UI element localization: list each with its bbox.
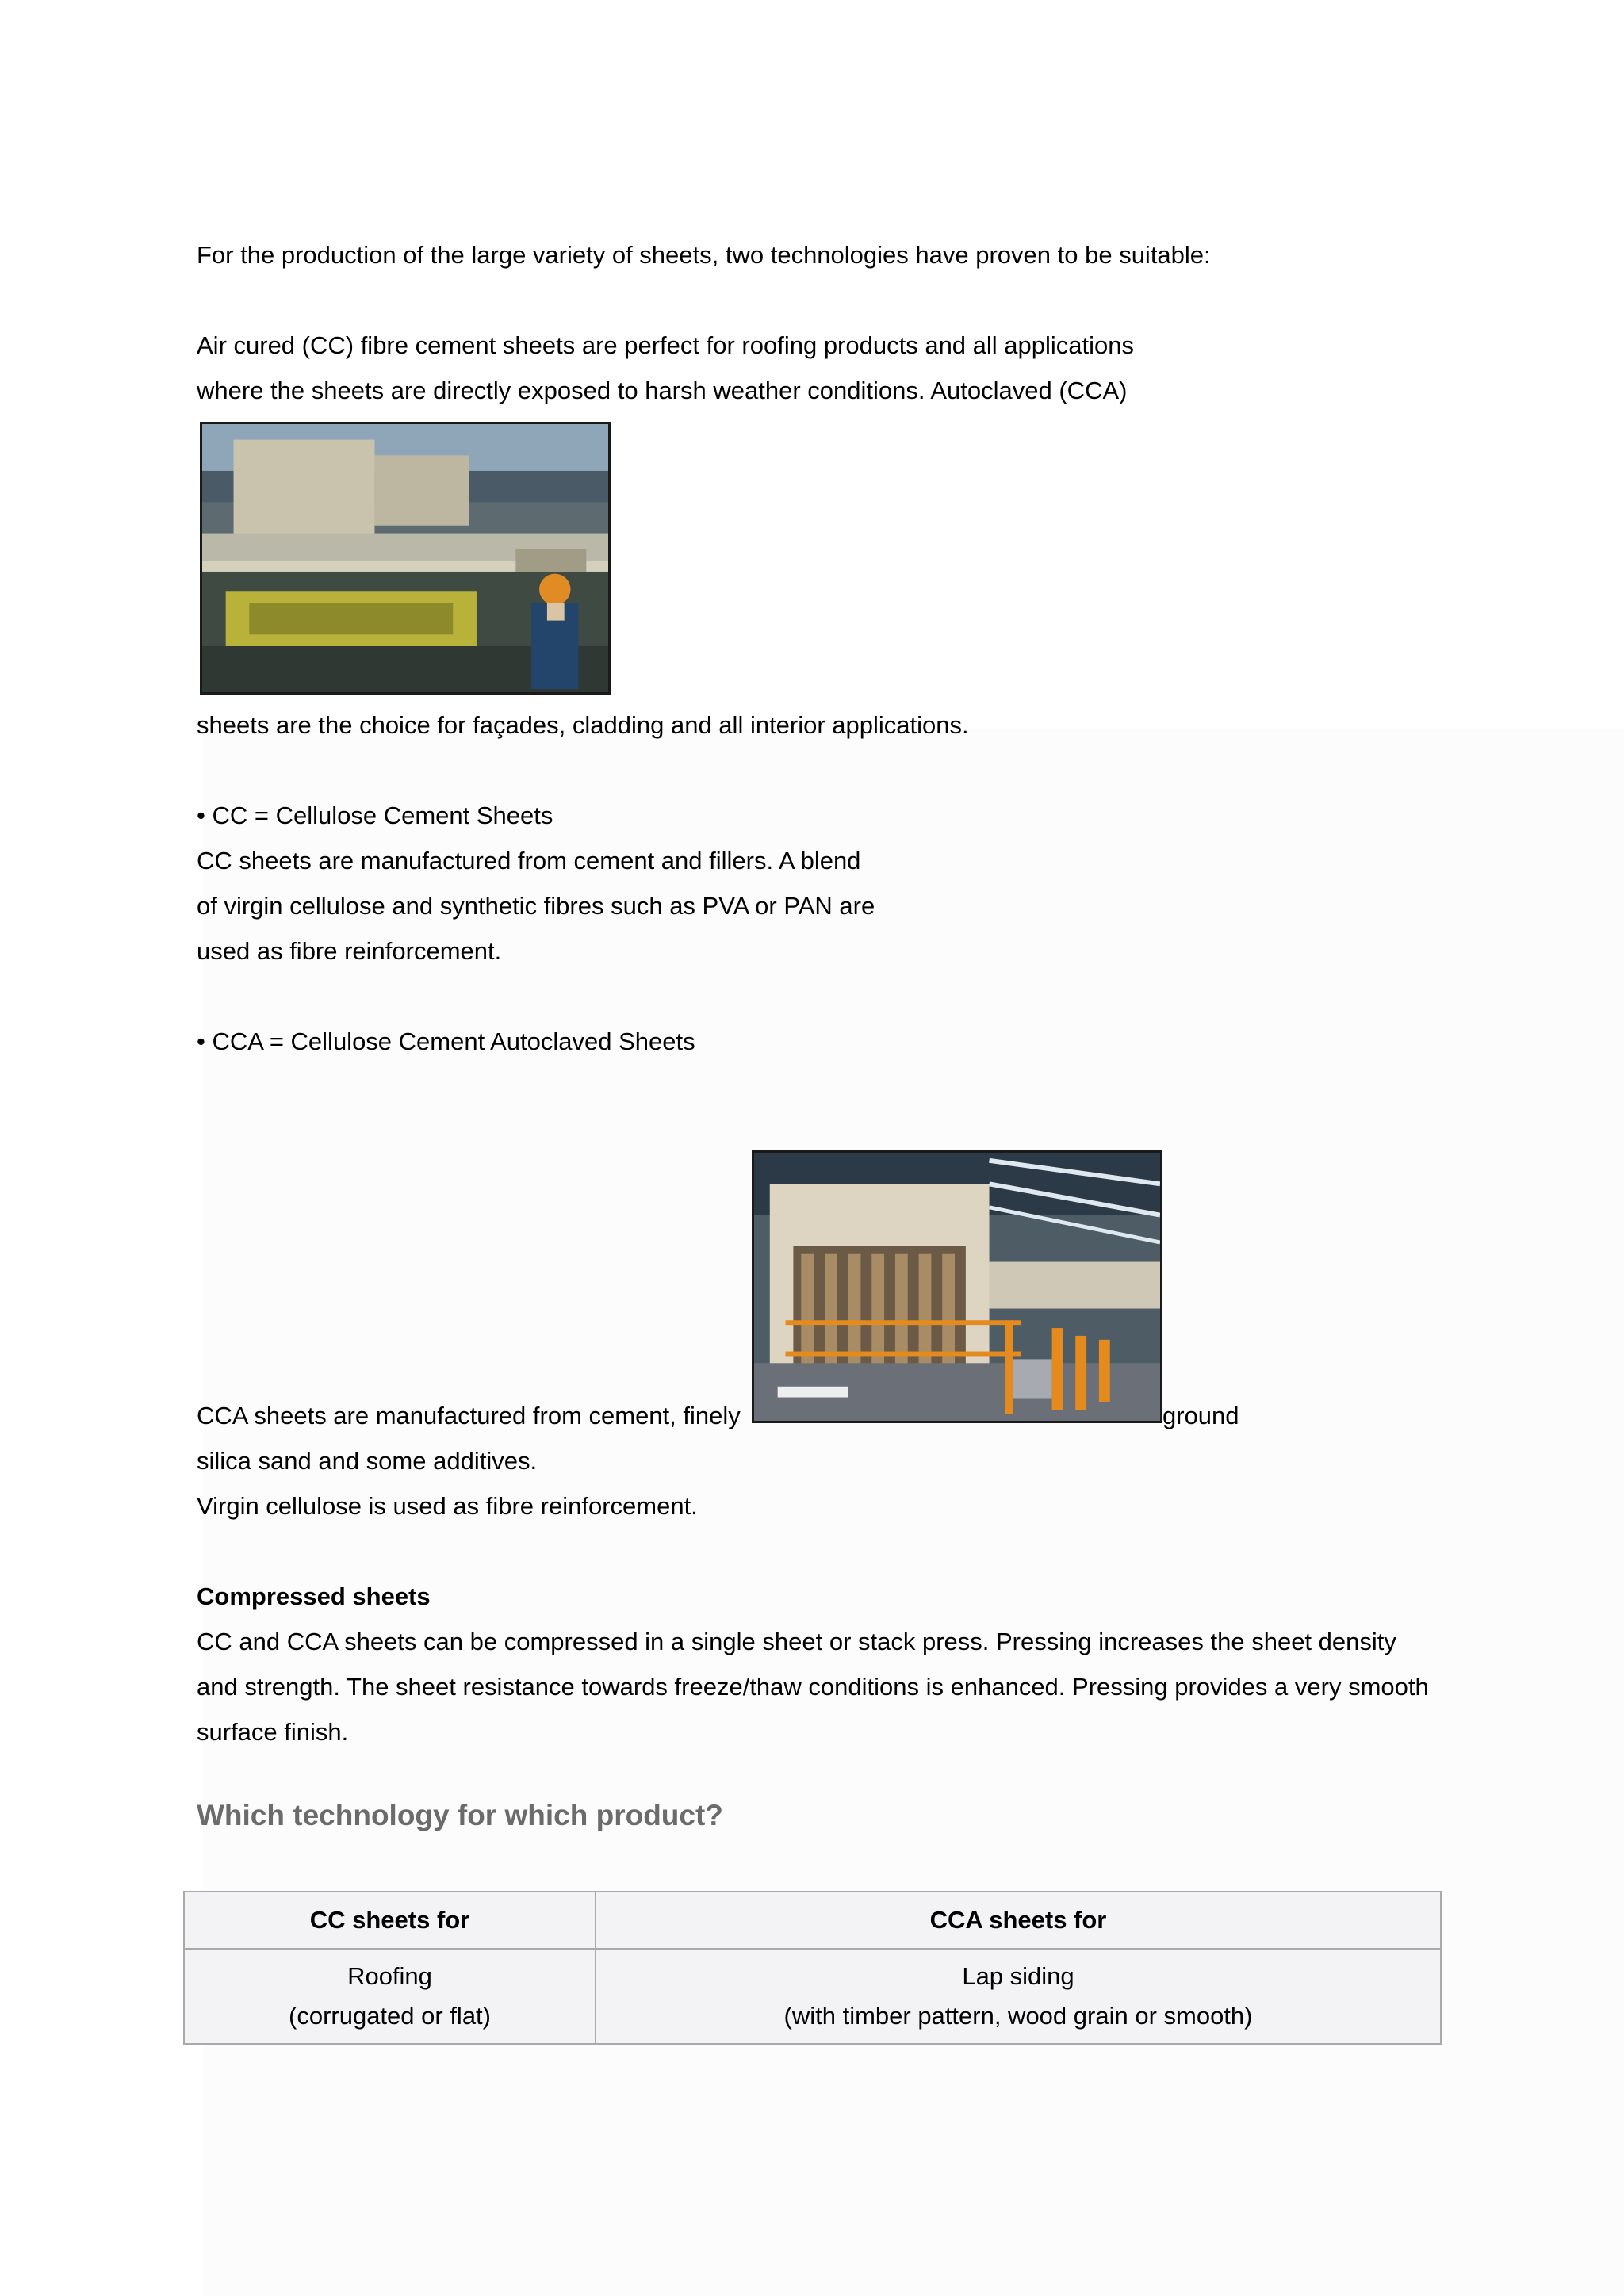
cc-product-name: Roofing [347, 1962, 432, 1990]
cc-line-2: of virgin cellulose and synthetic fibres such as PVA or PAN are [197, 892, 875, 920]
table-row [184, 1949, 1441, 2044]
cc-line-1: CC sheets are manufactured from cement and fillers. A blend [197, 847, 861, 874]
compressed-line-3: surface finish. [197, 1718, 349, 1746]
cca-bullet: • CCA = Cellulose Cement Autoclaved Sheets [197, 1027, 695, 1055]
section-heading: Which technology for which product? [197, 1799, 723, 1831]
cc-product-detail: (corrugated or flat) [289, 2002, 491, 2030]
cca-product-name: Lap siding [962, 1962, 1074, 1990]
cca-line-2: silica sand and some additives. [197, 1447, 538, 1475]
cca-product-detail: (with timber pattern, wood grain or smooth) [783, 2002, 1253, 2030]
air-cured-line-1: Air cured (CC) fibre cement sheets are perfect for roofing products and all applications [197, 331, 1135, 359]
technology-table [183, 1891, 1442, 2045]
cc-bullet: • CC = Cellulose Cement Sheets [197, 802, 553, 829]
air-cured-line-3: sheets are the choice for façades, cladding and all interior applications. [197, 711, 969, 739]
table-cell-cca [596, 1949, 1441, 2044]
cc-line-3: used as fibre reinforcement. [197, 937, 502, 965]
autoclave-plant-photo [752, 1150, 1162, 1423]
compressed-line-2: and strength. The sheet resistance towards freeze/thaw conditions is enhanced. Pressing provides a very smooth [197, 1673, 1429, 1701]
table-header-cca: CCA sheets for [596, 1892, 1441, 1949]
factory-machine-line-photo [200, 422, 611, 695]
compressed-title: Compressed sheets [197, 1582, 431, 1610]
table-header-row [184, 1892, 1441, 1949]
cca-line-1-end: ground [1162, 1402, 1239, 1429]
table-header-cc: CC sheets for [184, 1892, 596, 1949]
cca-line-3: Virgin cellulose is used as fibre reinforcement. [197, 1492, 698, 1520]
table-cell-cc [184, 1949, 596, 2044]
air-cured-line-2: where the sheets are directly exposed to harsh weather conditions. Autoclaved (CCA) [197, 377, 1128, 404]
intro-text: For the production of the large variety of sheets, two technologies have proven to be suitable: [197, 241, 1211, 269]
cca-line-1-start: CCA sheets are manufactured from cement, finely [197, 1402, 741, 1429]
compressed-line-1: CC and CCA sheets can be compressed in a single sheet or stack press. Pressing increases the sheet density [197, 1628, 1396, 1655]
